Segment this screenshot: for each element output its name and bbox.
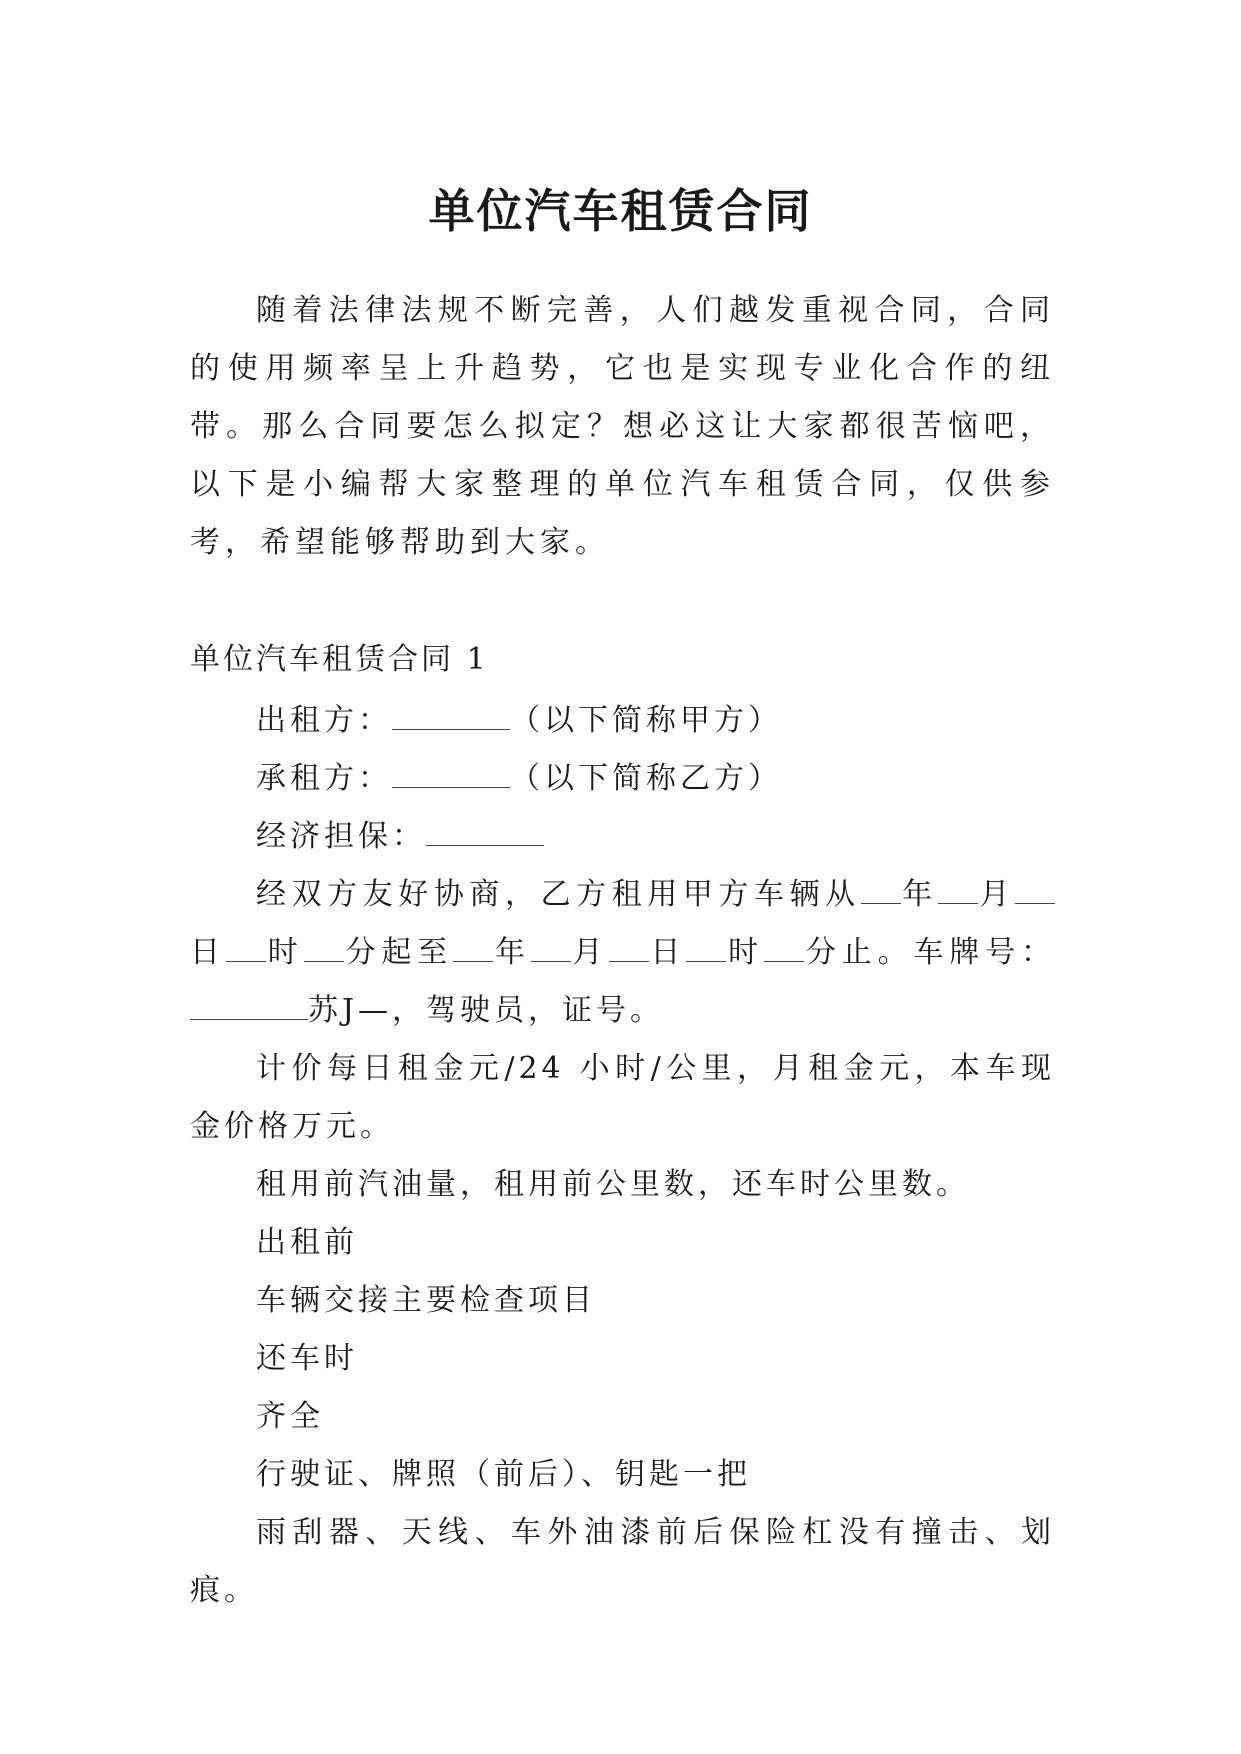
lessee-line [190, 750, 1055, 808]
rental-period-paragraph [190, 866, 1055, 1040]
minute-from-unit: 分起至 [343, 935, 454, 970]
lessor-blank [392, 699, 510, 730]
mileage-paragraph: 租用前汽油量，租用前公里数，还车时公里数。 [256, 1167, 970, 1202]
contract-body [190, 692, 1055, 1620]
day-unit: 日 [648, 935, 687, 970]
guarantee-line [190, 808, 1055, 866]
end-hour-blank [686, 931, 726, 962]
list-item: 还车时 [256, 1341, 358, 1376]
start-hour-blank [226, 931, 266, 962]
document-title: 单位汽车租赁合同 [428, 183, 813, 238]
guarantee-label: 经济担保： [256, 819, 426, 854]
minute-to-unit: 分止。车牌号： [804, 935, 1056, 970]
lessor-note: （以下简称甲方） [510, 703, 782, 738]
day-unit: 日 [190, 935, 226, 970]
guarantee-blank [426, 815, 544, 846]
list-item: 出租前 [256, 1225, 358, 1260]
lessor-line [190, 692, 1055, 750]
section-title: 单位汽车租赁合同 1 [190, 642, 489, 677]
end-month-blank [531, 931, 571, 962]
list-item: 行驶证、牌照（前后）、钥匙一把 [256, 1457, 751, 1492]
start-month-blank [938, 873, 978, 904]
year-unit: 年 [900, 877, 938, 912]
pricing-paragraph: 计价每日租金元/24 小时/公里，月租金元，本车现金价格万元。 [190, 1051, 1055, 1144]
end-year-blank [453, 931, 493, 962]
lessor-label: 出租方： [256, 703, 392, 738]
lessee-label: 承租方： [256, 761, 392, 796]
plate-suffix: 苏J—，驾驶员，证号。 [308, 993, 665, 1028]
plate-blank [190, 989, 308, 1020]
lessee-note: （以下简称乙方） [510, 761, 782, 796]
intro-paragraph: 随着法律法规不断完善，人们越发重视合同，合同的使用频率呈上升趋势，它也是实现专业化合作的纽带。那么合同要怎么拟定？想必这让大家都很苦恼吧，以下是小编帮大家整理的单位汽车租赁合同，仅供参考，希望能够帮助到大家。 [190, 293, 1055, 560]
end-minute-blank [764, 931, 804, 962]
end-day-blank [609, 931, 649, 962]
lessee-blank [392, 757, 510, 788]
start-day-blank [1015, 873, 1055, 904]
year-unit: 年 [493, 935, 531, 970]
list-item: 齐全 [256, 1399, 324, 1434]
rental-period-text: 经双方友好协商，乙方租用甲方车辆从 [256, 877, 861, 912]
start-year-blank [861, 873, 901, 904]
month-unit: 月 [570, 935, 609, 970]
hour-unit: 时 [726, 935, 765, 970]
month-unit: 月 [977, 877, 1016, 912]
list-item: 车辆交接主要检查项目 [256, 1283, 596, 1318]
start-minute-blank [304, 931, 344, 962]
hour-unit: 时 [265, 935, 304, 970]
list-item: 雨刮器、天线、车外油漆前后保险杠没有撞击、划痕。 [190, 1515, 1055, 1608]
